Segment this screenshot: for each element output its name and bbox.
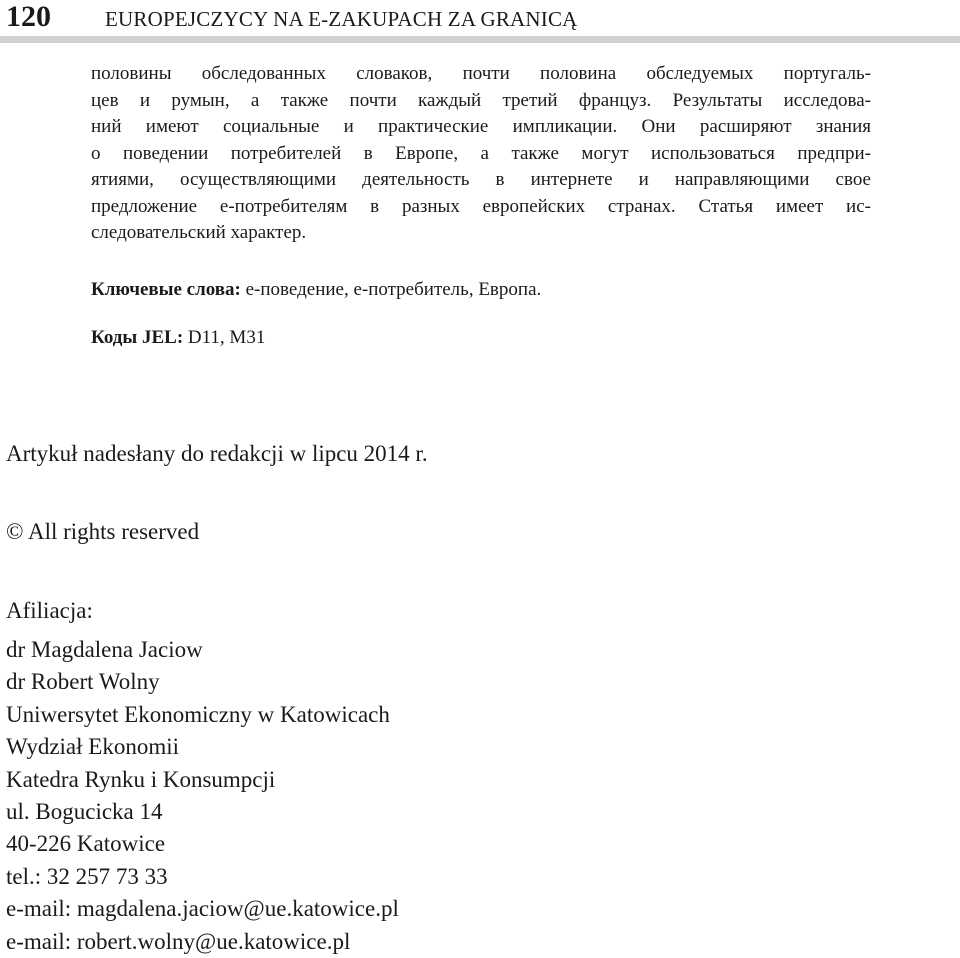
affiliation-email: e-mail: robert.wolny@ue.katowice.pl [6,928,351,954]
abstract-line: ний имеют социальные и практические импликации. Они расширяют знания [91,116,871,137]
abstract-line: о поведении потребителей в Европе, а также могут использоваться предпри- [91,142,871,164]
keywords-line [91,278,541,302]
submission-note: Artykuł nadesłany do redakcji w lipcu 2014 r. [6,441,428,466]
affiliation-line: Uniwersytet Ekonomiczny w Katowicach [6,701,390,727]
affiliation-email: e-mail: magdalena.jaciow@ue.katowice.pl [6,896,399,922]
affiliation-line: Wydział Ekonomii [6,734,179,760]
affiliation-label: Afiliacja: [6,598,93,623]
abstract-paragraph [91,61,871,247]
abstract-line: предложение е-потребителям в разных европейских странах. Статья имеет ис- [91,195,871,217]
keywords-label: Ключевые слова: [91,279,241,300]
page-number: 120 [6,0,51,33]
affiliation-list [6,634,399,958]
affiliation-line: Katedra Rynku i Konsumpcji [6,766,276,792]
rights-note: © All rights reserved [6,519,200,544]
page-header [0,0,960,38]
abstract-line: ятиями, осуществляющими деятельность в интернете и направляющими свое [91,169,871,190]
affiliation-line: dr Magdalena Jaciow [6,637,203,662]
abstract-line: половины обследованных словаков, почти половина обследуемых португаль- [91,63,871,84]
jel-label: Коды JEL: [91,327,184,348]
affiliation-line: 40-226 Katowice [6,831,166,857]
affiliation-line: ul. Bogucicka 14 [6,799,163,825]
abstract-line: цев и румын, а также почти каждый третий француз. Результаты исследова- [91,89,871,111]
affiliation-line: dr Robert Wolny [6,669,160,695]
keywords-value: е-поведение, е-потребитель, Европа. [240,279,542,300]
jel-codes-line [91,326,265,350]
abstract-line: следовательский характер. [91,222,307,243]
running-title: EUROPEJCZYCY NA E-ZAKUPACH ZA GRANICĄ [105,7,578,31]
affiliation-line: tel.: 32 257 73 33 [6,863,168,889]
jel-value: D11, M31 [183,327,266,348]
header-rule [0,36,960,43]
